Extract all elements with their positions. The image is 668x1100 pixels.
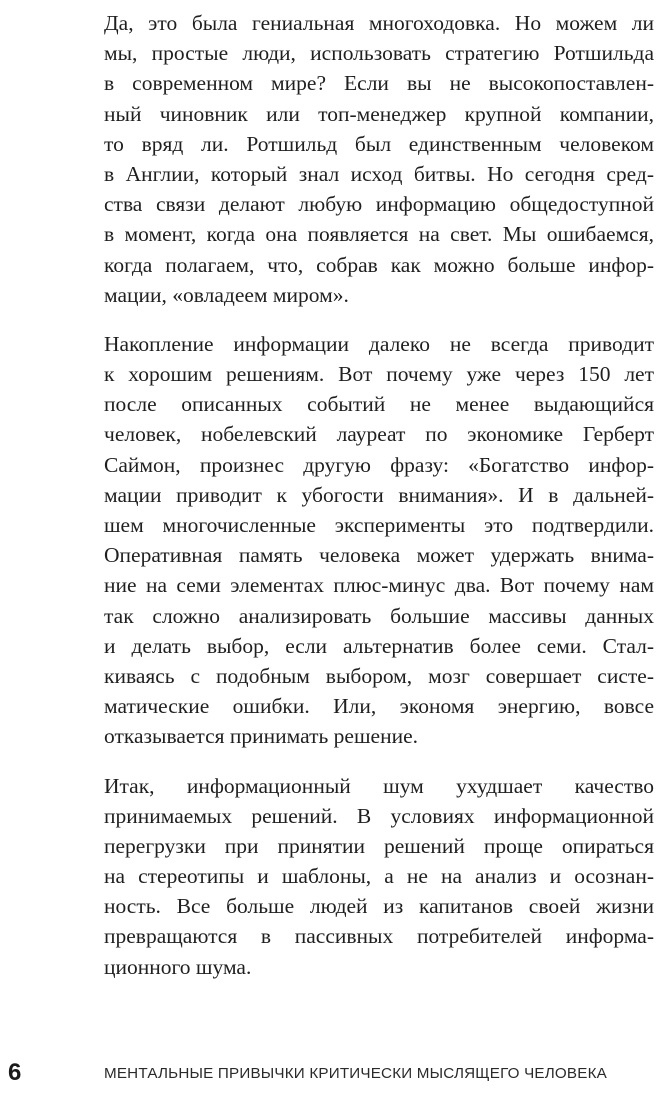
text-line: в момент, когда она появляется на свет. Мы ошибаемся, bbox=[104, 222, 654, 247]
text-line: мации приводит к убогости внимания». И в дальней- bbox=[104, 482, 654, 507]
text-line: мы, простые люди, использовать стратегию Ротшильда bbox=[104, 41, 654, 66]
text-line: ства связи делают любую информацию общедоступной bbox=[104, 192, 654, 217]
text-line: человек, нобелевский лауреат по экономике Герберт bbox=[104, 422, 654, 447]
paragraph-2 bbox=[104, 329, 654, 752]
text-line: матические ошибки. Или, экономя энергию, вовсе bbox=[104, 694, 654, 719]
paragraph-1 bbox=[104, 8, 654, 310]
text-line: шем многочисленные эксперименты это подтвердили. bbox=[104, 513, 654, 537]
running-title: МЕНТАЛЬНЫЕ ПРИВЫЧКИ КРИТИЧЕСКИ МЫСЛЯЩЕГО ЧЕЛОВЕКА bbox=[104, 1065, 607, 1082]
paragraph-spacer bbox=[104, 752, 654, 771]
text-line: то вряд ли. Ротшильд был единственным человеком bbox=[104, 131, 654, 156]
text-line: Оперативная память человека может удержать внима- bbox=[104, 543, 654, 568]
text-line: ный чиновник или топ-менеджер крупной компании, bbox=[104, 101, 654, 126]
text-line: Да, это была гениальная многоходовка. Но можем ли bbox=[104, 11, 654, 35]
body-text bbox=[104, 8, 654, 982]
text-line: на стереотипы и шаблоны, а не на анализ и осознан- bbox=[104, 864, 654, 889]
text-line: ность. Все больше людей из капитанов своей жизни bbox=[104, 894, 654, 919]
text-line: киваясь с подобным выбором, мозг совершает систе- bbox=[104, 663, 654, 688]
text-line: превращаются в пассивных потребителей информа- bbox=[104, 924, 654, 949]
page-number: 6 bbox=[8, 1059, 22, 1086]
text-line: после описанных событий не менее выдающийся bbox=[104, 392, 654, 417]
text-line: так сложно анализировать большие массивы данных bbox=[104, 603, 654, 628]
text-line: Накопление информации далеко не всегда приводит bbox=[104, 331, 654, 356]
text-line: Саймон, произнес другую фразу: «Богатство инфор- bbox=[104, 452, 654, 477]
text-line: и делать выбор, если альтернатив более семи. Стал- bbox=[104, 633, 654, 658]
text-line: отказывается принимать решение. bbox=[104, 724, 418, 749]
text-line: принимаемых решений. В условиях информационной bbox=[104, 803, 654, 828]
text-line: перегрузки при принятии решений проще опираться bbox=[104, 833, 654, 858]
text-line: мации, «овладеем миром». bbox=[104, 282, 349, 307]
text-line: Итак, информационный шум ухудшает качество bbox=[104, 773, 654, 798]
text-line: ционного шума. bbox=[104, 954, 252, 979]
paragraph-3 bbox=[104, 771, 654, 982]
text-line: в современном мире? Если вы не высокопоставлен- bbox=[104, 71, 654, 96]
text-line: к хорошим решениям. Вот почему уже через 150 лет bbox=[104, 362, 654, 387]
text-line: в Англии, который знал исход битвы. Но сегодня сред- bbox=[104, 161, 654, 186]
text-line: ние на семи элементах плюс-минус два. Вот почему нам bbox=[104, 573, 654, 598]
paragraph-spacer bbox=[104, 310, 654, 329]
text-line: когда полагаем, что, собрав как можно больше инфор- bbox=[104, 252, 654, 277]
